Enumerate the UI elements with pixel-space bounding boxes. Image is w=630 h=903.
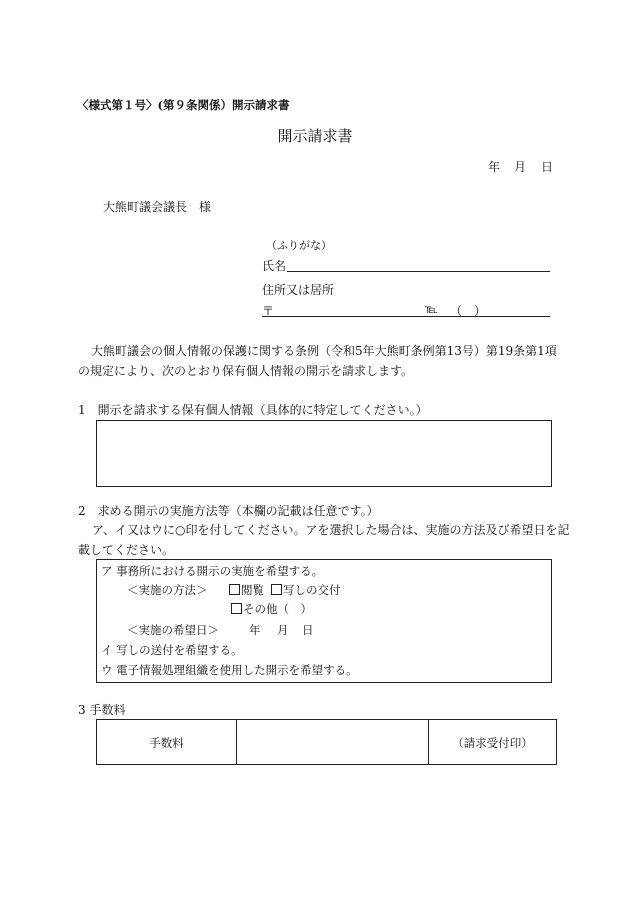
name-label: 氏名 <box>262 259 287 273</box>
date-wish-year: 年 <box>249 623 261 637</box>
copy-checkbox-icon[interactable] <box>271 584 282 595</box>
addressee: 大熊町議会議長 様 <box>103 200 212 214</box>
personal-info-field[interactable] <box>96 420 552 487</box>
address-label: 住所又は居所 <box>262 283 335 297</box>
section1-heading: 1 開示を請求する保有個人情報（具体的に特定してください。） <box>78 403 428 417</box>
section3-heading: 3 手数料 <box>78 703 126 717</box>
page-title: 開示請求書 <box>277 127 353 145</box>
option-view-label: 閲覧 <box>241 583 264 597</box>
tel-label: ℡ <box>425 302 438 316</box>
option-u[interactable]: ウ 電子情報処理組織を使用した開示を希望する。 <box>101 663 358 677</box>
fee-divider-1 <box>236 720 237 764</box>
fee-label: 手数料 <box>149 736 184 750</box>
option-copy-label: 写しの交付 <box>283 583 341 597</box>
section2-note-line-2: 載してください。 <box>78 543 175 557</box>
furigana-label: （ふりがな） <box>266 239 332 252</box>
section2-note-line-1: ア、イ又はウに○印を付してください。アを選択した場合は、実施の方法及び希望日を記 <box>92 523 570 537</box>
date-year-label: 年 <box>488 160 501 174</box>
other-checkbox-icon[interactable] <box>231 603 242 614</box>
option-i[interactable]: イ 写しの送付を希望する。 <box>101 643 243 657</box>
date-wish-day: 日 <box>302 623 314 637</box>
form-label: 〈様式第１号〉(第９条関係）開示請求書 <box>77 98 290 112</box>
name-field[interactable] <box>287 271 550 272</box>
intro-line-2: の規定により、次のとおり保有個人情報の開示を請求します。 <box>78 364 414 378</box>
option-other-label: その他（ ） <box>243 602 312 616</box>
fee-table <box>96 719 557 765</box>
receipt-stamp-label: （請求受付印） <box>452 736 533 750</box>
intro-line-1: 大熊町議会の個人情報の保護に関する条例（令和5年大熊町条例第13号）第19条第1項 <box>91 344 557 358</box>
address-field[interactable] <box>262 316 550 317</box>
option-other[interactable] <box>231 601 312 617</box>
option-a[interactable]: ア 事務所における開示の実施を希望する。 <box>101 564 324 578</box>
option-copy[interactable] <box>271 582 341 598</box>
date-day-label: 日 <box>541 160 554 174</box>
date-wish-month: 月 <box>277 623 289 637</box>
date-wish-label: ＜実施の希望日＞ <box>127 623 219 637</box>
method-label: ＜実施の方法＞ <box>127 583 208 597</box>
option-view[interactable] <box>229 582 264 598</box>
view-checkbox-icon[interactable] <box>229 584 240 595</box>
method-box <box>96 559 552 683</box>
tel-paren: （ ） <box>450 304 487 318</box>
section2-heading: 2 求める開示の実施方法等（本欄の記載は任意です。） <box>78 504 379 518</box>
date-month-label: 月 <box>514 160 527 174</box>
postal-mark: 〒 <box>262 304 275 318</box>
